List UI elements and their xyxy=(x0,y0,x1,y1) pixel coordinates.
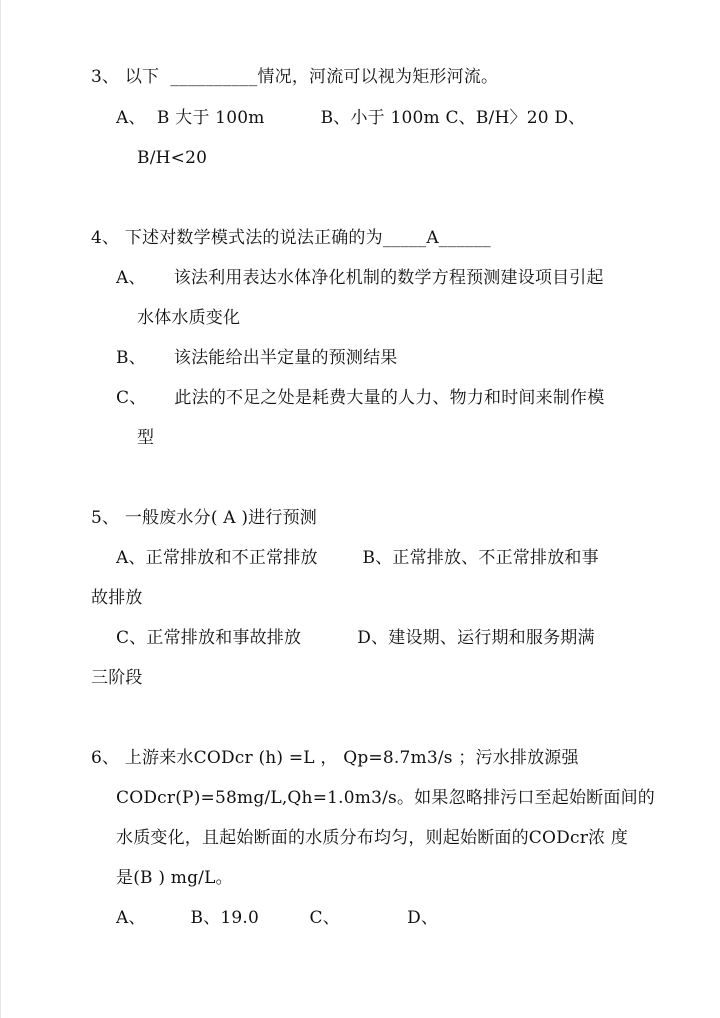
question-4-option-a-line-2: 水体水质变化 xyxy=(137,308,241,328)
question-6-stem: 6、 上游来水CODcr (h) =L ， Qp=8.7m3/s ；污水排放源强 xyxy=(91,748,579,768)
question-4-option-c-line-2: 型 xyxy=(137,428,155,448)
question-4-option-b: B、 该法能给出半定量的预测结果 xyxy=(116,348,398,368)
question-5-options-line-1: A、正常排放和不正常排放 B、正常排放、不正常排放和事 xyxy=(116,548,599,568)
question-6-stem-line-4: 是(B ) mg/L。 xyxy=(116,868,233,888)
page-edge xyxy=(0,0,1,1018)
question-4-option-a-line-1: A、 该法利用表达水体净化机制的数学方程预测建设项目引起 xyxy=(116,268,604,288)
question-6-stem-line-3: 水质变化，且起始断面的水质分布均匀，则起始断面的CODcr浓 度 xyxy=(116,828,629,848)
question-4-option-c-line-1: C、 此法的不足之处是耗费大量的人力、物力和时间来制作模 xyxy=(116,388,605,408)
question-3-options-line-2: B/H<20 xyxy=(137,148,208,168)
question-5-options-line-2: 故排放 xyxy=(91,588,143,608)
question-4-stem: 4、 下述对数学模式法的说法正确的为_____A______ xyxy=(91,228,491,248)
question-5-options-line-3: C、正常排放和事故排放 D、建设期、运行期和服务期满 xyxy=(116,628,595,648)
question-5-options-line-4: 三阶段 xyxy=(91,668,143,688)
question-6-options: A、 B、19.0 C、 D、 xyxy=(116,908,439,928)
question-3-stem: 3、 以下 __________情况，河流可以视为矩形河流。 xyxy=(91,67,499,87)
question-6-stem-line-2: CODcr(P)=58mg/L,Qh=1.0m3/s。如果忽略排污口至起始断面间的 xyxy=(116,788,655,808)
question-5-stem: 5、 一般废水分( A )进行预测 xyxy=(91,508,317,528)
question-3-options-line-1: A、 B 大于 100m B、小于 100m C、B/H〉20 D、 xyxy=(116,108,586,128)
